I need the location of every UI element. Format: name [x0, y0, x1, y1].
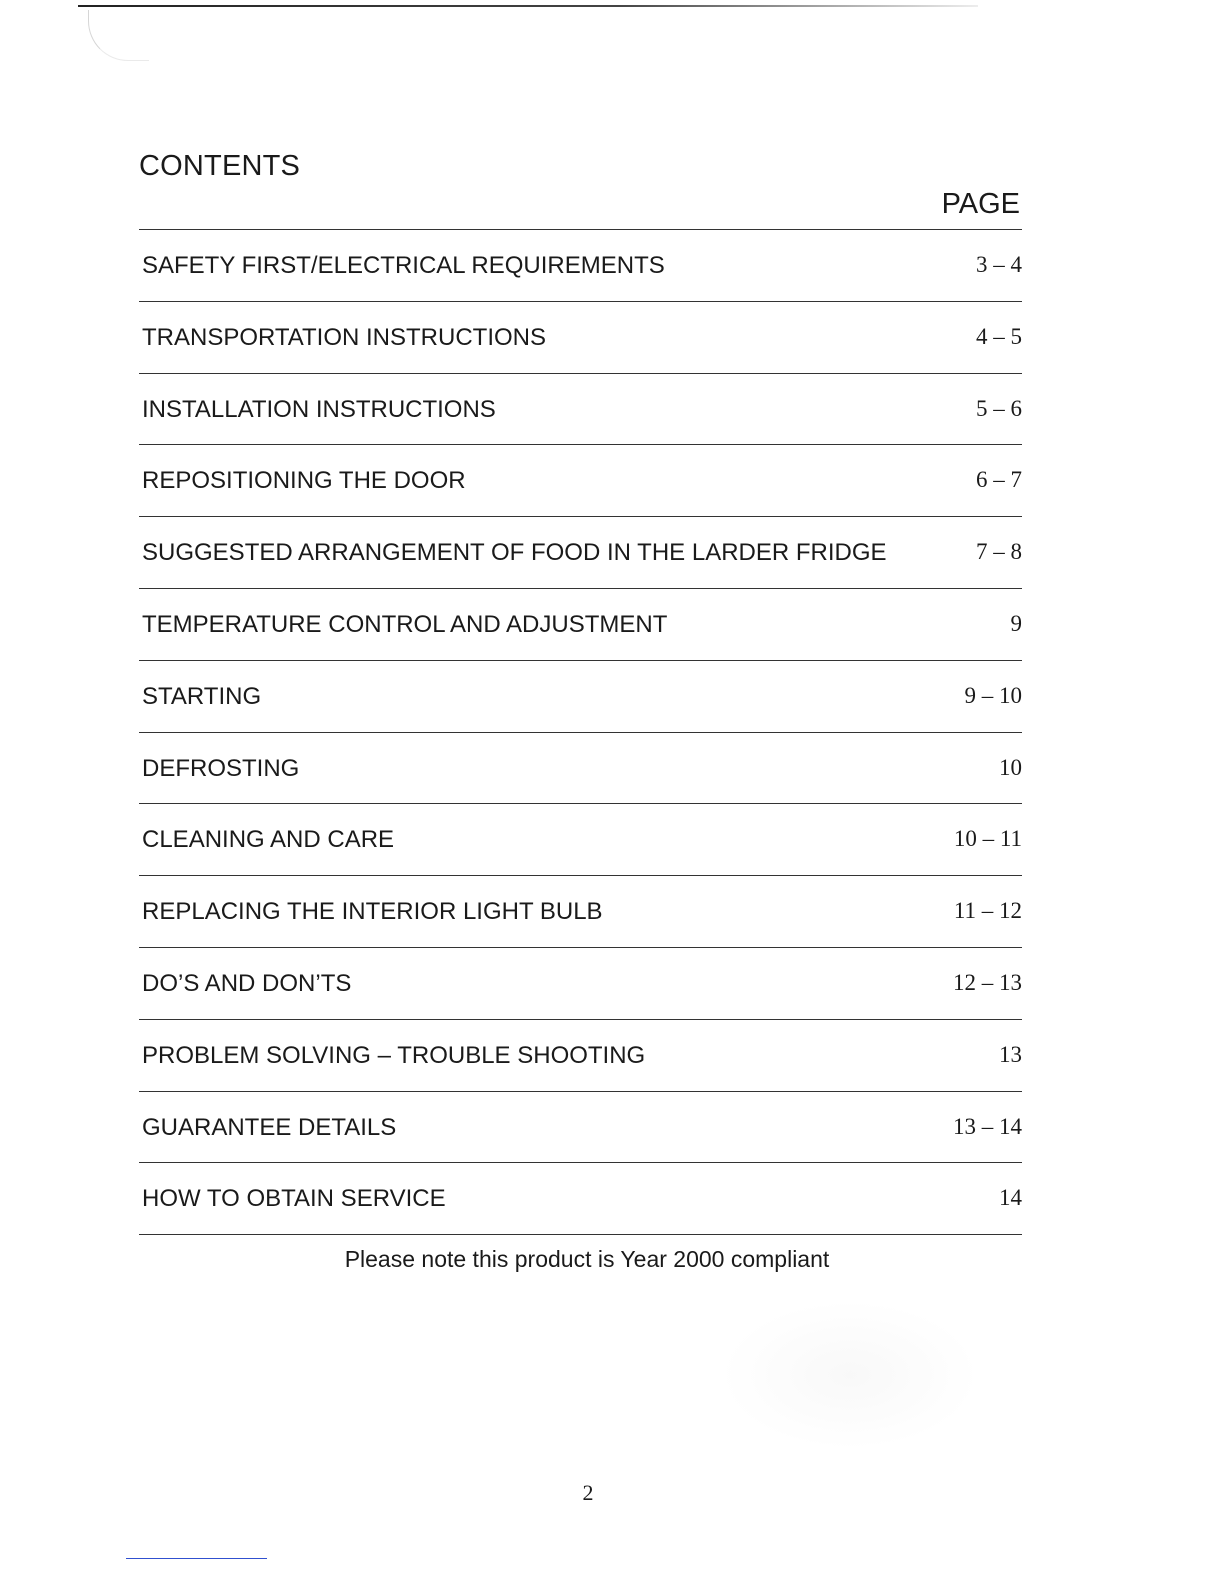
toc-row — [139, 1020, 1022, 1092]
toc-entry-pages: 11 – 12 — [953, 898, 1022, 924]
table-of-contents — [139, 229, 1022, 1235]
toc-entry-pages: 3 – 4 — [976, 252, 1022, 277]
toc-row — [139, 302, 1022, 374]
toc-entry-title: DO’S AND DON’TS — [142, 969, 352, 997]
toc-row — [139, 876, 1022, 948]
toc-row — [139, 230, 1022, 302]
toc-entry-title: STARTING — [142, 682, 262, 710]
toc-entry-title: INSTALLATION INSTRUCTIONS — [142, 395, 496, 423]
toc-entry-title: TRANSPORTATION INSTRUCTIONS — [142, 323, 547, 351]
scan-corner-mark — [88, 10, 149, 61]
toc-row — [139, 445, 1022, 517]
toc-row — [139, 1163, 1022, 1235]
toc-entry-title: TEMPERATURE CONTROL AND ADJUSTMENT — [142, 610, 668, 638]
y2k-compliance-note: Please note this product is Year 2000 compliant — [344, 1246, 830, 1272]
contents-heading: CONTENTS — [139, 150, 301, 182]
toc-row — [139, 733, 1022, 805]
toc-entry-pages: 12 – 13 — [953, 969, 1022, 995]
toc-row — [139, 589, 1022, 661]
toc-entry-pages: 13 — [999, 1041, 1022, 1067]
toc-entry-title: PROBLEM SOLVING – TROUBLE SHOOTING — [142, 1041, 646, 1069]
toc-entry-pages: 10 – 11 — [953, 826, 1022, 852]
toc-entry-pages: 5 – 6 — [976, 395, 1022, 421]
toc-row — [139, 948, 1022, 1020]
toc-entry-title: DEFROSTING — [142, 754, 300, 782]
scan-edge-line — [78, 5, 978, 7]
toc-entry-title: REPLACING THE INTERIOR LIGHT BULB — [142, 898, 603, 926]
toc-entry-pages: 6 – 7 — [976, 467, 1022, 493]
toc-entry-pages: 10 — [999, 754, 1022, 780]
toc-entry-title: REPOSITIONING THE DOOR — [142, 467, 466, 495]
toc-entry-pages: 9 – 10 — [964, 682, 1022, 708]
toc-entry-pages: 13 – 14 — [953, 1113, 1022, 1139]
toc-entry-pages: 7 – 8 — [976, 539, 1022, 565]
toc-entry-pages: 14 — [999, 1185, 1022, 1211]
toc-entry-title: SUGGESTED ARRANGEMENT OF FOOD IN THE LARDER FRIDGE — [142, 539, 887, 567]
bottom-edge-line — [126, 1558, 267, 1559]
toc-entry-pages: 4 – 5 — [976, 323, 1022, 349]
toc-entry-title: GUARANTEE DETAILS — [142, 1113, 397, 1141]
toc-entry-title: SAFETY FIRST/ELECTRICAL REQUIREMENTS — [142, 252, 665, 279]
toc-rows — [139, 230, 1022, 1235]
toc-entry-title: HOW TO OBTAIN SERVICE — [142, 1185, 446, 1213]
toc-row — [139, 374, 1022, 446]
toc-entry-pages: 9 — [1010, 610, 1022, 636]
toc-row — [139, 661, 1022, 733]
toc-row — [139, 804, 1022, 876]
toc-entry-title: CLEANING AND CARE — [142, 826, 395, 854]
toc-row — [139, 1092, 1022, 1164]
toc-row — [139, 517, 1022, 589]
page-number: 2 — [582, 1480, 594, 1505]
page-column-heading: PAGE — [941, 188, 1020, 220]
scan-smudge — [720, 1300, 980, 1450]
